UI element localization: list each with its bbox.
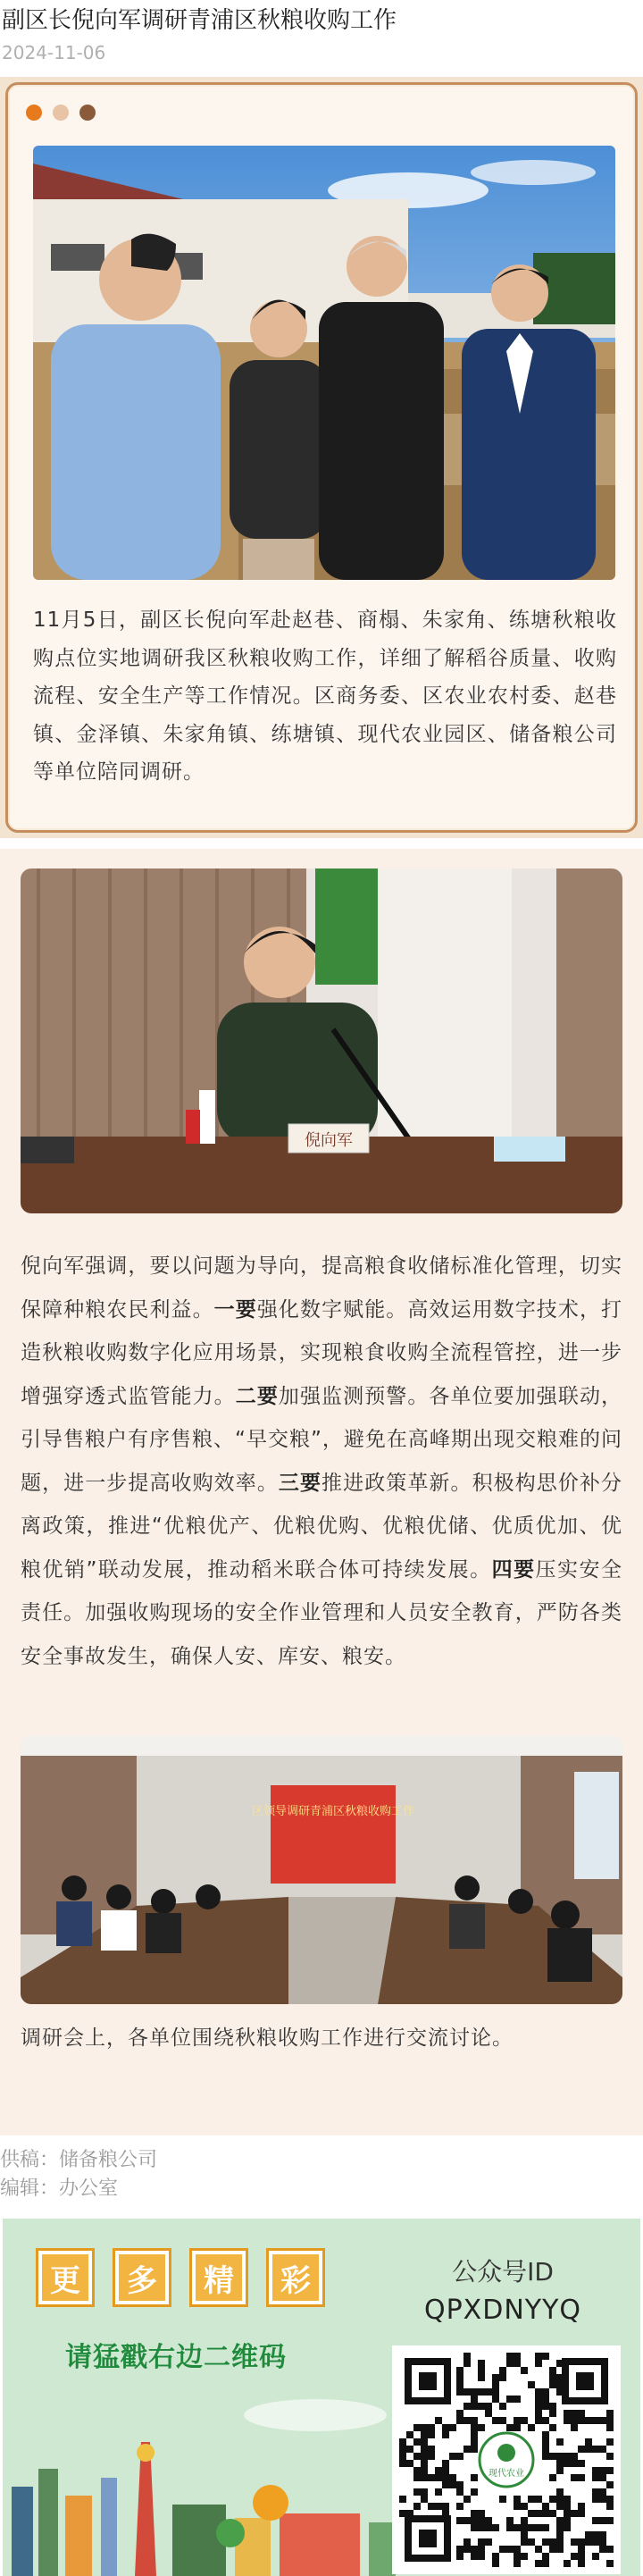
point-three-text: 推进政策革新。积极构思价补分离政策，推进“优粮优产、优粮优购、优粮优储、优质优加、优粮优销”联动发展，推动稻米联合体可持续发展。 xyxy=(21,1471,623,1582)
badge-char: 多 xyxy=(115,2251,169,2304)
point-three-keyword: 三要 xyxy=(278,1471,322,1495)
qr-code[interactable] xyxy=(392,2345,621,2574)
account-id-label: 公众号ID xyxy=(452,2257,554,2287)
point-four-text: 压实安全责任。加强收购现场的安全作业管理和人员安全教育，严防各类安全事故发生，确保人安、库安、粮安。 xyxy=(21,1557,622,1668)
point-one-text: 强化数字赋能。高效运用数字技术，打造秋粮收购数字化应用场景，实现粮食收购全流程管控，进一步增强穿透式监管能力。 xyxy=(21,1297,623,1408)
screen-slide-text: 区领导调研青浦区秋粮收购工作 xyxy=(251,1805,415,1818)
editor-credit: 编辑：办公室 xyxy=(0,2177,119,2200)
scan-qr-prompt: 请猛戳右边二维码 xyxy=(65,2342,287,2373)
article-header xyxy=(0,0,643,71)
point-two-keyword: 二要 xyxy=(235,1384,279,1408)
meeting-image xyxy=(21,1736,622,2004)
meeting-photo[interactable] xyxy=(21,1736,622,2004)
article-title: 副区长倪向军调研青浦区秋粮收购工作 xyxy=(2,7,397,34)
discussion-paragraph: 调研会上，各单位围绕秋粮收购工作进行交流讨论。 xyxy=(21,2026,514,2050)
speaker-photo[interactable] xyxy=(21,868,622,1213)
more-content-badges xyxy=(38,2251,322,2304)
intro-paragraph: 11月5日，副区长倪向军赴赵巷、商榻、朱家角、练塘秋粮收购点位实地调研我区秋粮收购工作，详细了解稻谷质量、收购流程、安全生产等工作情况。区商务委、区农业农村委、赵巷镇、金泽镇、朱家角镇、练塘镇、现代农业园区、储备粮公司等单位陪同调研。 xyxy=(33,608,617,784)
account-id-value: QPXDNYYQ xyxy=(423,2295,582,2326)
intro-card xyxy=(0,77,643,838)
beige-dot-icon xyxy=(53,105,69,121)
qr-code-icon xyxy=(392,2345,621,2574)
point-one-keyword: 一要 xyxy=(213,1297,257,1322)
brown-dot-icon xyxy=(79,105,96,121)
source-credit: 供稿：储备粮公司 xyxy=(0,2149,158,2171)
qr-logo-label: 现代农业 xyxy=(489,2469,524,2479)
orange-dot-icon xyxy=(26,105,42,121)
window-dots xyxy=(26,105,96,121)
article-credits xyxy=(0,2146,157,2203)
content-card xyxy=(0,849,643,2135)
site-visit-photo[interactable] xyxy=(33,146,615,580)
policy-paragraph xyxy=(21,1245,622,1678)
badge-char: 精 xyxy=(192,2251,246,2304)
point-two-text: 加强监测预警。各单位要加强联动，引导售粮户有序售粮、“早交粮”，避免在高峰期出现交粮难的问题，进一步提高收购效率。 xyxy=(21,1384,623,1495)
article-date: 2024-11-06 xyxy=(2,42,106,63)
intro-card-frame xyxy=(5,82,638,833)
speaker-image xyxy=(21,868,622,1213)
follow-banner xyxy=(3,2219,640,2576)
badge-char: 彩 xyxy=(269,2251,322,2304)
site-visit-image xyxy=(33,146,615,580)
policy-intro-text: 倪向军强调，要以问题为导向，提高粮食收储标准化管理，切实保障种粮农民利益。 xyxy=(21,1254,622,1322)
point-four-keyword: 四要 xyxy=(491,1557,536,1582)
badge-char: 更 xyxy=(38,2251,92,2304)
nameplate-label: 倪向军 xyxy=(305,1131,353,1150)
